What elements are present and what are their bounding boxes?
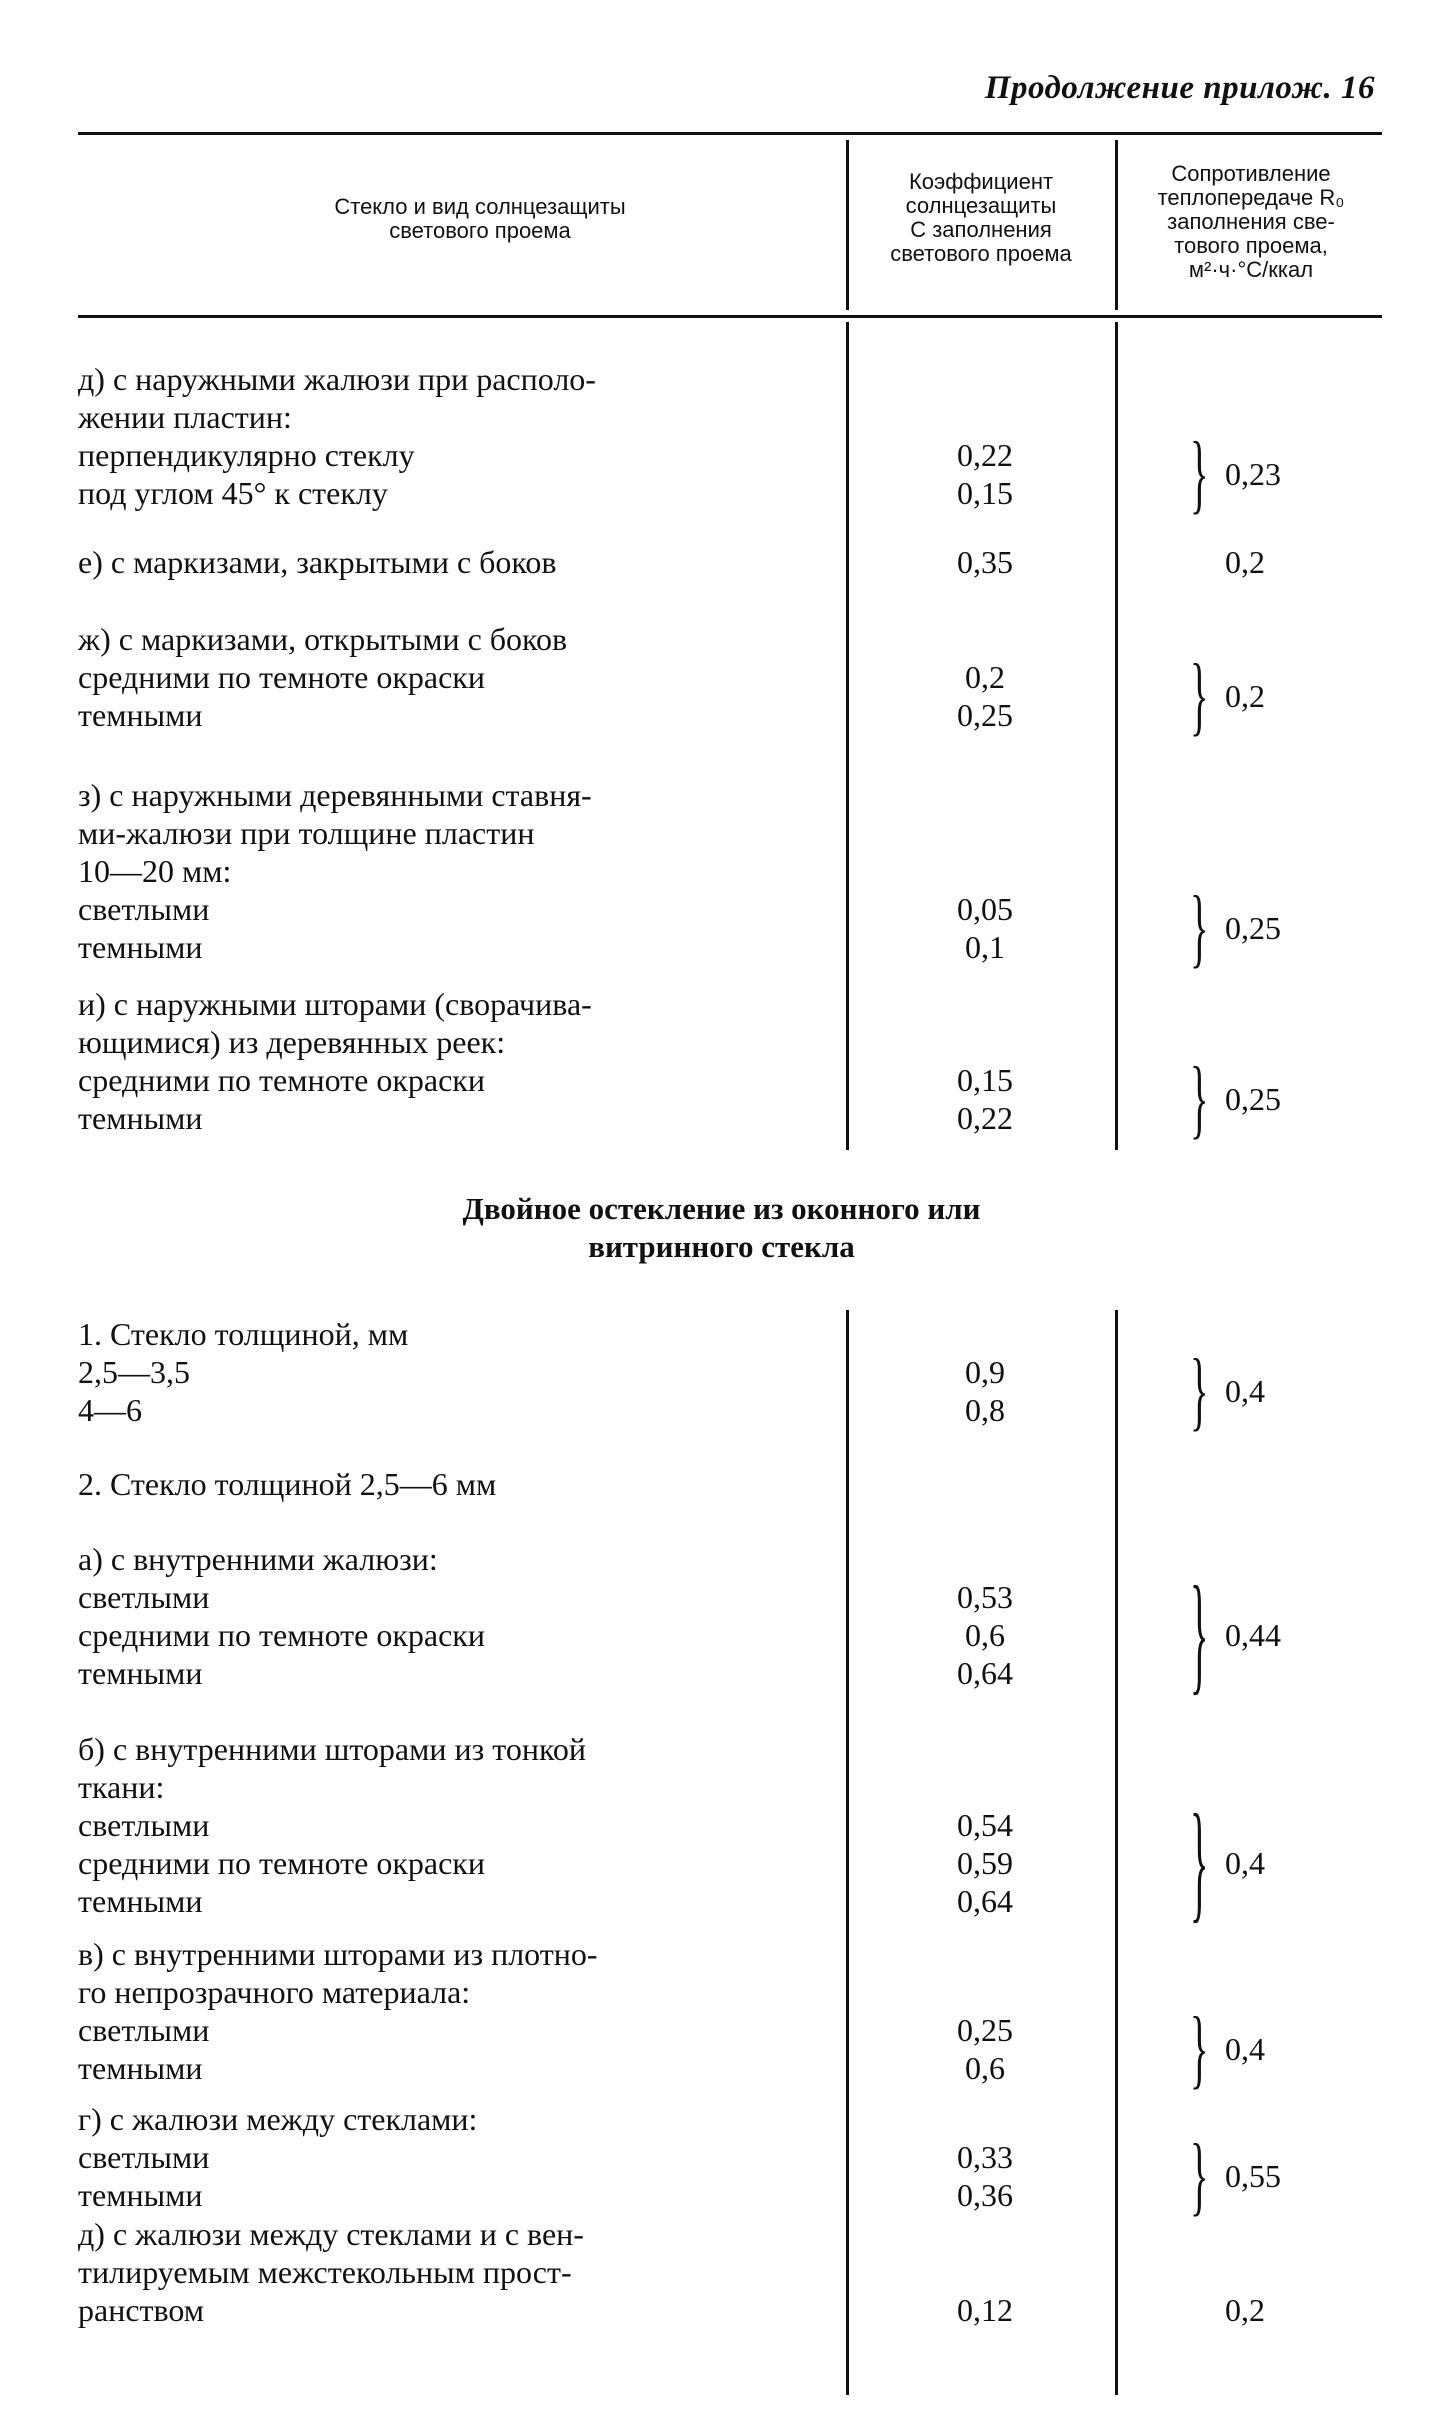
row-description-line: го непрозрачного материала: xyxy=(78,1974,471,2010)
header-col1 xyxy=(140,195,820,243)
row-description-line: тилируемым межстекольным прост- xyxy=(78,2254,572,2290)
row-description-line: ранством xyxy=(78,2292,205,2328)
resistance-value: 0,4 xyxy=(1225,1373,1265,1409)
row-description-line: светлыми xyxy=(78,2139,210,2175)
row-description xyxy=(78,1935,598,2087)
coefficient-values xyxy=(895,890,1075,966)
row-description-line: ми-жалюзи при толщине пластин xyxy=(78,815,535,851)
section-title-line: витринного стекла xyxy=(588,1229,855,1264)
coefficient-values xyxy=(895,658,1075,734)
header-col3-line: заполнения све- xyxy=(1167,209,1335,234)
header-col3 xyxy=(1120,162,1382,282)
header-col1-line: Стекло и вид солнцезащиты xyxy=(334,194,626,219)
row-description xyxy=(78,1465,496,1503)
brace-icon: } xyxy=(1190,424,1209,523)
row-description xyxy=(78,985,592,1137)
brace-icon: } xyxy=(1190,1999,1209,2098)
row-description-line: темными xyxy=(78,697,203,733)
coefficient-value: 0,64 xyxy=(957,1655,1013,1691)
coefficient-values xyxy=(895,2291,1075,2329)
row-description-line: ж) с маркизами, открытыми с боков xyxy=(78,621,568,657)
row-description xyxy=(78,360,596,512)
brace-icon: } xyxy=(1190,646,1209,745)
row-description-line: темными xyxy=(78,929,203,965)
brace-icon: } xyxy=(1190,878,1209,977)
coefficient-value: 0,33 xyxy=(957,2139,1013,2175)
row-description-line: 4—6 xyxy=(78,1392,142,1428)
header-col3-line: м²·ч·°С/ккал xyxy=(1188,257,1314,282)
table-header-rule xyxy=(78,315,1382,318)
row-description-line: б) с внутренними шторами из тонкой xyxy=(78,1731,586,1767)
coefficient-values xyxy=(895,1578,1075,1692)
coefficient-value: 0,25 xyxy=(957,697,1013,733)
row-description-line: темными xyxy=(78,2177,203,2213)
coefficient-value: 0,22 xyxy=(957,1100,1013,1136)
coefficient-values xyxy=(895,1806,1075,1920)
resistance-value: 0,2 xyxy=(1225,2292,1265,2328)
row-description-line: средними по темноте окраски xyxy=(78,1845,485,1881)
row-description xyxy=(78,1730,586,1920)
header-col3-line: теплопередаче R₀ xyxy=(1157,185,1345,210)
resistance-value: 0,2 xyxy=(1225,544,1265,580)
row-description-line: в) с внутренними шторами из плотно- xyxy=(78,1936,598,1972)
row-description-line: темными xyxy=(78,1100,203,1136)
row-description-line: 2,5—3,5 xyxy=(78,1354,190,1390)
row-description xyxy=(78,1540,485,1692)
row-description-line: темными xyxy=(78,1883,203,1919)
row-description-line: и) с наружными шторами (сворачива- xyxy=(78,986,592,1022)
coefficient-value: 0,25 xyxy=(957,2012,1013,2048)
page-caption: Продолжение прилож. 16 xyxy=(984,70,1375,106)
resistance-value: 0,4 xyxy=(1225,2031,1265,2067)
row-description-line: средними по темноте окраски xyxy=(78,659,485,695)
coefficient-value: 0,05 xyxy=(957,891,1013,927)
row-description-line: темными xyxy=(78,2050,203,2086)
coefficient-value: 0,53 xyxy=(957,1579,1013,1615)
row-description-line: перпендикулярно стеклу xyxy=(78,437,415,473)
resistance-value: 0,23 xyxy=(1225,456,1281,492)
header-col2-line: Коэффициент xyxy=(908,169,1054,194)
row-description-line: жении пластин: xyxy=(78,399,292,435)
row-description-line: светлыми xyxy=(78,2012,210,2048)
column-divider-2 xyxy=(1115,140,1118,310)
resistance-value: 0,44 xyxy=(1225,1617,1281,1653)
resistance-value: 0,25 xyxy=(1225,1081,1281,1117)
coefficient-value: 0,1 xyxy=(965,929,1005,965)
coefficient-value: 0,15 xyxy=(957,1062,1013,1098)
section-title xyxy=(0,1190,1443,1266)
coefficient-values xyxy=(895,1061,1075,1137)
brace-icon: } xyxy=(1190,1788,1209,1936)
coefficient-value: 0,35 xyxy=(957,544,1013,580)
coefficient-value: 0,8 xyxy=(965,1392,1005,1428)
column-divider-2-body-b xyxy=(1115,1310,1118,2395)
coefficient-values xyxy=(895,543,1075,581)
resistance-value: 0,55 xyxy=(1225,2158,1281,2194)
coefficient-value: 0,2 xyxy=(965,659,1005,695)
coefficient-value: 0,9 xyxy=(965,1354,1005,1390)
row-description-line: г) с жалюзи между стеклами: xyxy=(78,2101,478,2137)
row-description-line: 2. Стекло толщиной 2,5—6 мм xyxy=(78,1466,497,1502)
coefficient-values xyxy=(895,2011,1075,2087)
coefficient-value: 0,54 xyxy=(957,1807,1013,1843)
brace-icon: } xyxy=(1190,1049,1209,1148)
row-description xyxy=(78,2215,584,2329)
row-description-line: светлыми xyxy=(78,1807,210,1843)
coefficient-value: 0,22 xyxy=(957,437,1013,473)
header-col3-line: Сопротивление xyxy=(1171,161,1331,186)
header-col2-line: солнцезащиты xyxy=(905,193,1057,218)
table-top-rule xyxy=(78,132,1382,135)
row-description-line: средними по темноте окраски xyxy=(78,1617,485,1653)
row-description-line: д) с жалюзи между стеклами и с вен- xyxy=(78,2216,584,2252)
header-col2-line: С заполнения xyxy=(910,217,1052,242)
row-description-line: з) с наружными деревянными ставня- xyxy=(78,777,592,813)
row-description-line: светлыми xyxy=(78,1579,210,1615)
column-divider-1 xyxy=(846,140,849,310)
header-col1-line: светового проема xyxy=(389,218,571,243)
column-divider-1-body-a xyxy=(846,322,849,1150)
coefficient-value: 0,59 xyxy=(957,1845,1013,1881)
row-description-line: 1. Стекло толщиной, мм xyxy=(78,1316,409,1352)
row-description-line: темными xyxy=(78,1655,203,1691)
coefficient-values xyxy=(895,436,1075,512)
coefficient-values xyxy=(895,1353,1075,1429)
row-description-line: 10—20 мм: xyxy=(78,853,232,889)
row-description xyxy=(78,543,556,581)
coefficient-value: 0,6 xyxy=(965,2050,1005,2086)
row-description-line: под углом 45° к стеклу xyxy=(78,475,388,511)
row-description xyxy=(78,776,592,966)
row-description-line: е) с маркизами, закрытыми с боков xyxy=(78,544,557,580)
brace-icon: } xyxy=(1190,1341,1209,1440)
row-description-line: ющимися) из деревянных реек: xyxy=(78,1024,506,1060)
coefficient-value: 0,15 xyxy=(957,475,1013,511)
resistance-value: 0,2 xyxy=(1225,678,1265,714)
coefficient-value: 0,64 xyxy=(957,1883,1013,1919)
header-col3-line: тового проема, xyxy=(1174,233,1328,258)
row-description-line: а) с внутренними жалюзи: xyxy=(78,1541,438,1577)
row-description-line: светлыми xyxy=(78,891,210,927)
row-description-line: средними по темноте окраски xyxy=(78,1062,485,1098)
brace-icon: } xyxy=(1190,1560,1209,1708)
resistance-value: 0,25 xyxy=(1225,910,1281,946)
column-divider-1-body-b xyxy=(846,1310,849,2395)
column-divider-2-body-a xyxy=(1115,322,1118,1150)
section-title-line: Двойное остекление из оконного или xyxy=(462,1191,981,1226)
row-description xyxy=(78,1315,408,1429)
coefficient-value: 0,36 xyxy=(957,2177,1013,2213)
resistance-value: 0,4 xyxy=(1225,1845,1265,1881)
header-col2 xyxy=(850,170,1112,266)
coefficient-value: 0,6 xyxy=(965,1617,1005,1653)
row-description-line: ткани: xyxy=(78,1769,165,1805)
coefficient-values xyxy=(895,2138,1075,2214)
header-col2-line: светового проема xyxy=(890,241,1072,266)
row-description-line: д) с наружными жалюзи при располо- xyxy=(78,361,596,397)
row-description xyxy=(78,620,567,734)
brace-icon: } xyxy=(1190,2126,1209,2225)
coefficient-value: 0,12 xyxy=(957,2292,1013,2328)
row-description xyxy=(78,2100,477,2214)
